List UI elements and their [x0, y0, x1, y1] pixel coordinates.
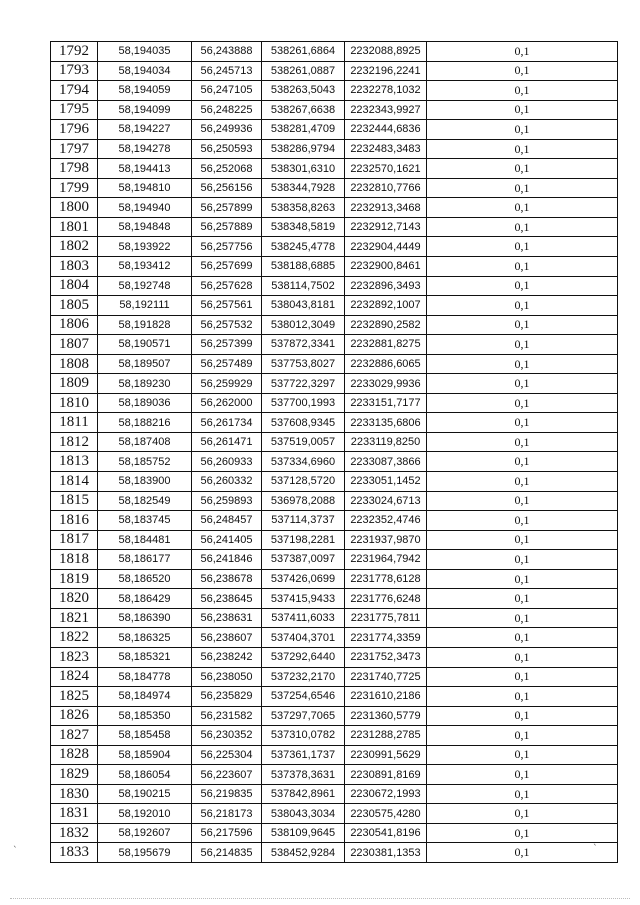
longitude-cell: 56,231582	[192, 706, 262, 726]
longitude-cell: 56,257489	[192, 354, 262, 374]
latitude-cell: 58,190571	[98, 335, 192, 355]
y-coordinate-cell: 2231964,7942	[345, 550, 427, 570]
y-coordinate-cell: 2233029,9936	[345, 374, 427, 394]
longitude-cell: 56,238242	[192, 647, 262, 667]
latitude-cell: 58,194413	[98, 159, 192, 179]
x-coordinate-cell: 537519,0057	[262, 432, 345, 452]
y-coordinate-cell: 2233119,8250	[345, 432, 427, 452]
accuracy-cell: 0,1	[427, 608, 618, 628]
point-number-cell: 1794	[51, 81, 98, 101]
accuracy-cell: 0,1	[427, 667, 618, 687]
accuracy-cell: 0,1	[427, 589, 618, 609]
y-coordinate-cell: 2231778,6128	[345, 569, 427, 589]
latitude-cell: 58,192010	[98, 804, 192, 824]
longitude-cell: 56,248457	[192, 511, 262, 531]
point-number-cell: 1800	[51, 198, 98, 218]
table-row	[51, 530, 618, 550]
accuracy-cell: 0,1	[427, 393, 618, 413]
table-row	[51, 374, 618, 394]
accuracy-cell: 0,1	[427, 804, 618, 824]
accuracy-cell: 0,1	[427, 159, 618, 179]
x-coordinate-cell: 537426,0699	[262, 569, 345, 589]
longitude-cell: 56,219835	[192, 784, 262, 804]
latitude-cell: 58,195679	[98, 843, 192, 863]
latitude-cell: 58,194035	[98, 42, 192, 62]
accuracy-cell: 0,1	[427, 843, 618, 863]
latitude-cell: 58,194810	[98, 178, 192, 198]
longitude-cell: 56,259893	[192, 491, 262, 511]
point-number-cell: 1796	[51, 120, 98, 140]
point-number-cell: 1802	[51, 237, 98, 257]
accuracy-cell: 0,1	[427, 296, 618, 316]
table-row	[51, 178, 618, 198]
x-coordinate-cell: 537608,9345	[262, 413, 345, 433]
coordinates-table	[50, 41, 618, 863]
latitude-cell: 58,183900	[98, 472, 192, 492]
latitude-cell: 58,186325	[98, 628, 192, 648]
longitude-cell: 56,241405	[192, 530, 262, 550]
accuracy-cell: 0,1	[427, 530, 618, 550]
table-row	[51, 42, 618, 62]
latitude-cell: 58,193412	[98, 257, 192, 277]
x-coordinate-cell: 537700,1993	[262, 393, 345, 413]
longitude-cell: 56,256156	[192, 178, 262, 198]
point-number-cell: 1830	[51, 784, 98, 804]
accuracy-cell: 0,1	[427, 432, 618, 452]
latitude-cell: 58,188216	[98, 413, 192, 433]
x-coordinate-cell: 538114,7502	[262, 276, 345, 296]
latitude-cell: 58,186520	[98, 569, 192, 589]
point-number-cell: 1803	[51, 257, 98, 277]
table-row	[51, 452, 618, 472]
longitude-cell: 56,259929	[192, 374, 262, 394]
longitude-cell: 56,260332	[192, 472, 262, 492]
y-coordinate-cell: 2232890,2582	[345, 315, 427, 335]
x-coordinate-cell: 537232,2170	[262, 667, 345, 687]
y-coordinate-cell: 2233135,6806	[345, 413, 427, 433]
accuracy-cell: 0,1	[427, 354, 618, 374]
latitude-cell: 58,191828	[98, 315, 192, 335]
accuracy-cell: 0,1	[427, 178, 618, 198]
latitude-cell: 58,194059	[98, 81, 192, 101]
latitude-cell: 58,186429	[98, 589, 192, 609]
table-row	[51, 432, 618, 452]
x-coordinate-cell: 537297,7065	[262, 706, 345, 726]
latitude-cell: 58,185904	[98, 745, 192, 765]
y-coordinate-cell: 2232444,6836	[345, 120, 427, 140]
table-row	[51, 237, 618, 257]
table-row	[51, 765, 618, 785]
latitude-cell: 58,184778	[98, 667, 192, 687]
longitude-cell: 56,257399	[192, 335, 262, 355]
accuracy-cell: 0,1	[427, 257, 618, 277]
x-coordinate-cell: 536978,2088	[262, 491, 345, 511]
point-number-cell: 1807	[51, 335, 98, 355]
coordinates-table-body	[51, 42, 618, 863]
point-number-cell: 1827	[51, 726, 98, 746]
y-coordinate-cell: 2232196,2241	[345, 61, 427, 81]
longitude-cell: 56,252068	[192, 159, 262, 179]
y-coordinate-cell: 2232912,7143	[345, 217, 427, 237]
table-row	[51, 315, 618, 335]
longitude-cell: 56,238607	[192, 628, 262, 648]
accuracy-cell: 0,1	[427, 81, 618, 101]
y-coordinate-cell: 2230891,8169	[345, 765, 427, 785]
point-number-cell: 1805	[51, 296, 98, 316]
longitude-cell: 56,238678	[192, 569, 262, 589]
longitude-cell: 56,257532	[192, 315, 262, 335]
table-row	[51, 81, 618, 101]
point-number-cell: 1826	[51, 706, 98, 726]
latitude-cell: 58,182549	[98, 491, 192, 511]
longitude-cell: 56,257756	[192, 237, 262, 257]
table-row	[51, 491, 618, 511]
table-row	[51, 667, 618, 687]
longitude-cell: 56,257889	[192, 217, 262, 237]
longitude-cell: 56,248225	[192, 100, 262, 120]
latitude-cell: 58,184974	[98, 687, 192, 707]
accuracy-cell: 0,1	[427, 745, 618, 765]
y-coordinate-cell: 2232810,7766	[345, 178, 427, 198]
x-coordinate-cell: 538452,9284	[262, 843, 345, 863]
x-coordinate-cell: 538348,5819	[262, 217, 345, 237]
accuracy-cell: 0,1	[427, 472, 618, 492]
table-row	[51, 628, 618, 648]
x-coordinate-cell: 538043,8181	[262, 296, 345, 316]
x-coordinate-cell: 538109,9645	[262, 823, 345, 843]
point-number-cell: 1824	[51, 667, 98, 687]
point-number-cell: 1822	[51, 628, 98, 648]
x-coordinate-cell: 538188,6885	[262, 257, 345, 277]
latitude-cell: 58,189230	[98, 374, 192, 394]
x-coordinate-cell: 538043,3034	[262, 804, 345, 824]
table-row	[51, 354, 618, 374]
y-coordinate-cell: 2232881,8275	[345, 335, 427, 355]
table-row	[51, 804, 618, 824]
point-number-cell: 1825	[51, 687, 98, 707]
accuracy-cell: 0,1	[427, 315, 618, 335]
page-bottom-edge	[10, 898, 630, 899]
table-row	[51, 296, 618, 316]
accuracy-cell: 0,1	[427, 765, 618, 785]
table-row	[51, 100, 618, 120]
accuracy-cell: 0,1	[427, 374, 618, 394]
y-coordinate-cell: 2232352,4746	[345, 511, 427, 531]
point-number-cell: 1798	[51, 159, 98, 179]
point-number-cell: 1793	[51, 61, 98, 81]
accuracy-cell: 0,1	[427, 706, 618, 726]
longitude-cell: 56,257699	[192, 257, 262, 277]
longitude-cell: 56,238631	[192, 608, 262, 628]
longitude-cell: 56,238050	[192, 667, 262, 687]
y-coordinate-cell: 2231752,3473	[345, 647, 427, 667]
accuracy-cell: 0,1	[427, 550, 618, 570]
longitude-cell: 56,218173	[192, 804, 262, 824]
accuracy-cell: 0,1	[427, 628, 618, 648]
accuracy-cell: 0,1	[427, 413, 618, 433]
y-coordinate-cell: 2232278,1032	[345, 81, 427, 101]
accuracy-cell: 0,1	[427, 784, 618, 804]
longitude-cell: 56,217596	[192, 823, 262, 843]
longitude-cell: 56,241846	[192, 550, 262, 570]
accuracy-cell: 0,1	[427, 100, 618, 120]
longitude-cell: 56,225304	[192, 745, 262, 765]
x-coordinate-cell: 538358,8263	[262, 198, 345, 218]
latitude-cell: 58,192111	[98, 296, 192, 316]
y-coordinate-cell: 2232896,3493	[345, 276, 427, 296]
x-coordinate-cell: 537404,3701	[262, 628, 345, 648]
accuracy-cell: 0,1	[427, 726, 618, 746]
x-coordinate-cell: 537198,2281	[262, 530, 345, 550]
table-row	[51, 198, 618, 218]
accuracy-cell: 0,1	[427, 823, 618, 843]
accuracy-cell: 0,1	[427, 217, 618, 237]
latitude-cell: 58,194278	[98, 139, 192, 159]
x-coordinate-cell: 537387,0097	[262, 550, 345, 570]
latitude-cell: 58,183745	[98, 511, 192, 531]
accuracy-cell: 0,1	[427, 511, 618, 531]
point-number-cell: 1813	[51, 452, 98, 472]
table-row	[51, 257, 618, 277]
longitude-cell: 56,261734	[192, 413, 262, 433]
latitude-cell: 58,194940	[98, 198, 192, 218]
point-number-cell: 1810	[51, 393, 98, 413]
x-coordinate-cell: 537411,6033	[262, 608, 345, 628]
accuracy-cell: 0,1	[427, 42, 618, 62]
point-number-cell: 1815	[51, 491, 98, 511]
accuracy-cell: 0,1	[427, 139, 618, 159]
scan-speck: `	[13, 846, 18, 856]
longitude-cell: 56,250593	[192, 139, 262, 159]
y-coordinate-cell: 2233024,6713	[345, 491, 427, 511]
point-number-cell: 1812	[51, 432, 98, 452]
y-coordinate-cell: 2232904,4449	[345, 237, 427, 257]
table-row	[51, 413, 618, 433]
longitude-cell: 56,243888	[192, 42, 262, 62]
latitude-cell: 58,185350	[98, 706, 192, 726]
point-number-cell: 1833	[51, 843, 98, 863]
table-row	[51, 217, 618, 237]
point-number-cell: 1814	[51, 472, 98, 492]
x-coordinate-cell: 537128,5720	[262, 472, 345, 492]
latitude-cell: 58,184481	[98, 530, 192, 550]
x-coordinate-cell: 537310,0782	[262, 726, 345, 746]
latitude-cell: 58,194099	[98, 100, 192, 120]
y-coordinate-cell: 2231776,6248	[345, 589, 427, 609]
table-row	[51, 511, 618, 531]
x-coordinate-cell: 538012,3049	[262, 315, 345, 335]
latitude-cell: 58,190215	[98, 784, 192, 804]
longitude-cell: 56,235829	[192, 687, 262, 707]
point-number-cell: 1792	[51, 42, 98, 62]
longitude-cell: 56,238645	[192, 589, 262, 609]
accuracy-cell: 0,1	[427, 491, 618, 511]
longitude-cell: 56,214835	[192, 843, 262, 863]
y-coordinate-cell: 2232886,6065	[345, 354, 427, 374]
y-coordinate-cell: 2230381,1353	[345, 843, 427, 863]
point-number-cell: 1831	[51, 804, 98, 824]
table-row	[51, 823, 618, 843]
table-row	[51, 335, 618, 355]
accuracy-cell: 0,1	[427, 687, 618, 707]
point-number-cell: 1809	[51, 374, 98, 394]
y-coordinate-cell: 2232343,9927	[345, 100, 427, 120]
y-coordinate-cell: 2233051,1452	[345, 472, 427, 492]
y-coordinate-cell: 2232900,8461	[345, 257, 427, 277]
y-coordinate-cell: 2230991,5629	[345, 745, 427, 765]
accuracy-cell: 0,1	[427, 452, 618, 472]
x-coordinate-cell: 537722,3297	[262, 374, 345, 394]
table-row	[51, 647, 618, 667]
longitude-cell: 56,249936	[192, 120, 262, 140]
point-number-cell: 1819	[51, 569, 98, 589]
x-coordinate-cell: 537114,3737	[262, 511, 345, 531]
latitude-cell: 58,185752	[98, 452, 192, 472]
accuracy-cell: 0,1	[427, 276, 618, 296]
table-row	[51, 687, 618, 707]
latitude-cell: 58,187408	[98, 432, 192, 452]
latitude-cell: 58,192748	[98, 276, 192, 296]
table-row	[51, 745, 618, 765]
point-number-cell: 1795	[51, 100, 98, 120]
table-row	[51, 61, 618, 81]
latitude-cell: 58,192607	[98, 823, 192, 843]
longitude-cell: 56,257628	[192, 276, 262, 296]
x-coordinate-cell: 537292,6440	[262, 647, 345, 667]
latitude-cell: 58,194034	[98, 61, 192, 81]
table-row	[51, 784, 618, 804]
latitude-cell: 58,194848	[98, 217, 192, 237]
x-coordinate-cell: 537254,6546	[262, 687, 345, 707]
table-row	[51, 472, 618, 492]
latitude-cell: 58,194227	[98, 120, 192, 140]
accuracy-cell: 0,1	[427, 198, 618, 218]
y-coordinate-cell: 2232483,3483	[345, 139, 427, 159]
latitude-cell: 58,189036	[98, 393, 192, 413]
table-row	[51, 569, 618, 589]
point-number-cell: 1799	[51, 178, 98, 198]
accuracy-cell: 0,1	[427, 647, 618, 667]
x-coordinate-cell: 538301,6310	[262, 159, 345, 179]
longitude-cell: 56,257561	[192, 296, 262, 316]
point-number-cell: 1823	[51, 647, 98, 667]
table-row	[51, 726, 618, 746]
point-number-cell: 1801	[51, 217, 98, 237]
accuracy-cell: 0,1	[427, 569, 618, 589]
y-coordinate-cell: 2231775,7811	[345, 608, 427, 628]
x-coordinate-cell: 537361,1737	[262, 745, 345, 765]
x-coordinate-cell: 538344,7928	[262, 178, 345, 198]
x-coordinate-cell: 537334,6960	[262, 452, 345, 472]
latitude-cell: 58,193922	[98, 237, 192, 257]
table-row	[51, 120, 618, 140]
longitude-cell: 56,257899	[192, 198, 262, 218]
y-coordinate-cell: 2230672,1993	[345, 784, 427, 804]
latitude-cell: 58,186054	[98, 765, 192, 785]
x-coordinate-cell: 537753,8027	[262, 354, 345, 374]
y-coordinate-cell: 2233087,3866	[345, 452, 427, 472]
y-coordinate-cell: 2231288,2785	[345, 726, 427, 746]
longitude-cell: 56,245713	[192, 61, 262, 81]
accuracy-cell: 0,1	[427, 120, 618, 140]
point-number-cell: 1821	[51, 608, 98, 628]
point-number-cell: 1817	[51, 530, 98, 550]
table-row	[51, 608, 618, 628]
table-row	[51, 393, 618, 413]
x-coordinate-cell: 538261,6864	[262, 42, 345, 62]
longitude-cell: 56,262000	[192, 393, 262, 413]
longitude-cell: 56,230352	[192, 726, 262, 746]
latitude-cell: 58,185458	[98, 726, 192, 746]
point-number-cell: 1804	[51, 276, 98, 296]
table-row	[51, 139, 618, 159]
point-number-cell: 1806	[51, 315, 98, 335]
latitude-cell: 58,189507	[98, 354, 192, 374]
y-coordinate-cell: 2231360,5779	[345, 706, 427, 726]
accuracy-cell: 0,1	[427, 61, 618, 81]
y-coordinate-cell: 2231610,2186	[345, 687, 427, 707]
point-number-cell: 1816	[51, 511, 98, 531]
x-coordinate-cell: 538263,5043	[262, 81, 345, 101]
point-number-cell: 1829	[51, 765, 98, 785]
point-number-cell: 1820	[51, 589, 98, 609]
latitude-cell: 58,186390	[98, 608, 192, 628]
longitude-cell: 56,260933	[192, 452, 262, 472]
longitude-cell: 56,261471	[192, 432, 262, 452]
table-row	[51, 276, 618, 296]
table-row	[51, 159, 618, 179]
y-coordinate-cell: 2230541,8196	[345, 823, 427, 843]
x-coordinate-cell: 537378,3631	[262, 765, 345, 785]
longitude-cell: 56,223607	[192, 765, 262, 785]
x-coordinate-cell: 538261,0887	[262, 61, 345, 81]
point-number-cell: 1832	[51, 823, 98, 843]
x-coordinate-cell: 537872,3341	[262, 335, 345, 355]
table-row	[51, 843, 618, 863]
latitude-cell: 58,186177	[98, 550, 192, 570]
y-coordinate-cell: 2233151,7177	[345, 393, 427, 413]
y-coordinate-cell: 2232913,3468	[345, 198, 427, 218]
point-number-cell: 1818	[51, 550, 98, 570]
table-row	[51, 589, 618, 609]
y-coordinate-cell: 2231740,7725	[345, 667, 427, 687]
latitude-cell: 58,185321	[98, 647, 192, 667]
point-number-cell: 1808	[51, 354, 98, 374]
y-coordinate-cell: 2232892,1007	[345, 296, 427, 316]
x-coordinate-cell: 538267,6638	[262, 100, 345, 120]
point-number-cell: 1828	[51, 745, 98, 765]
x-coordinate-cell: 538286,9794	[262, 139, 345, 159]
table-row	[51, 550, 618, 570]
y-coordinate-cell: 2231774,3359	[345, 628, 427, 648]
y-coordinate-cell: 2230575,4280	[345, 804, 427, 824]
accuracy-cell: 0,1	[427, 237, 618, 257]
x-coordinate-cell: 538281,4709	[262, 120, 345, 140]
x-coordinate-cell: 537415,9433	[262, 589, 345, 609]
scan-speck: `	[593, 844, 598, 854]
y-coordinate-cell: 2231937,9870	[345, 530, 427, 550]
longitude-cell: 56,247105	[192, 81, 262, 101]
point-number-cell: 1797	[51, 139, 98, 159]
y-coordinate-cell: 2232570,1621	[345, 159, 427, 179]
x-coordinate-cell: 537842,8961	[262, 784, 345, 804]
point-number-cell: 1811	[51, 413, 98, 433]
table-row	[51, 706, 618, 726]
y-coordinate-cell: 2232088,8925	[345, 42, 427, 62]
accuracy-cell: 0,1	[427, 335, 618, 355]
x-coordinate-cell: 538245,4778	[262, 237, 345, 257]
